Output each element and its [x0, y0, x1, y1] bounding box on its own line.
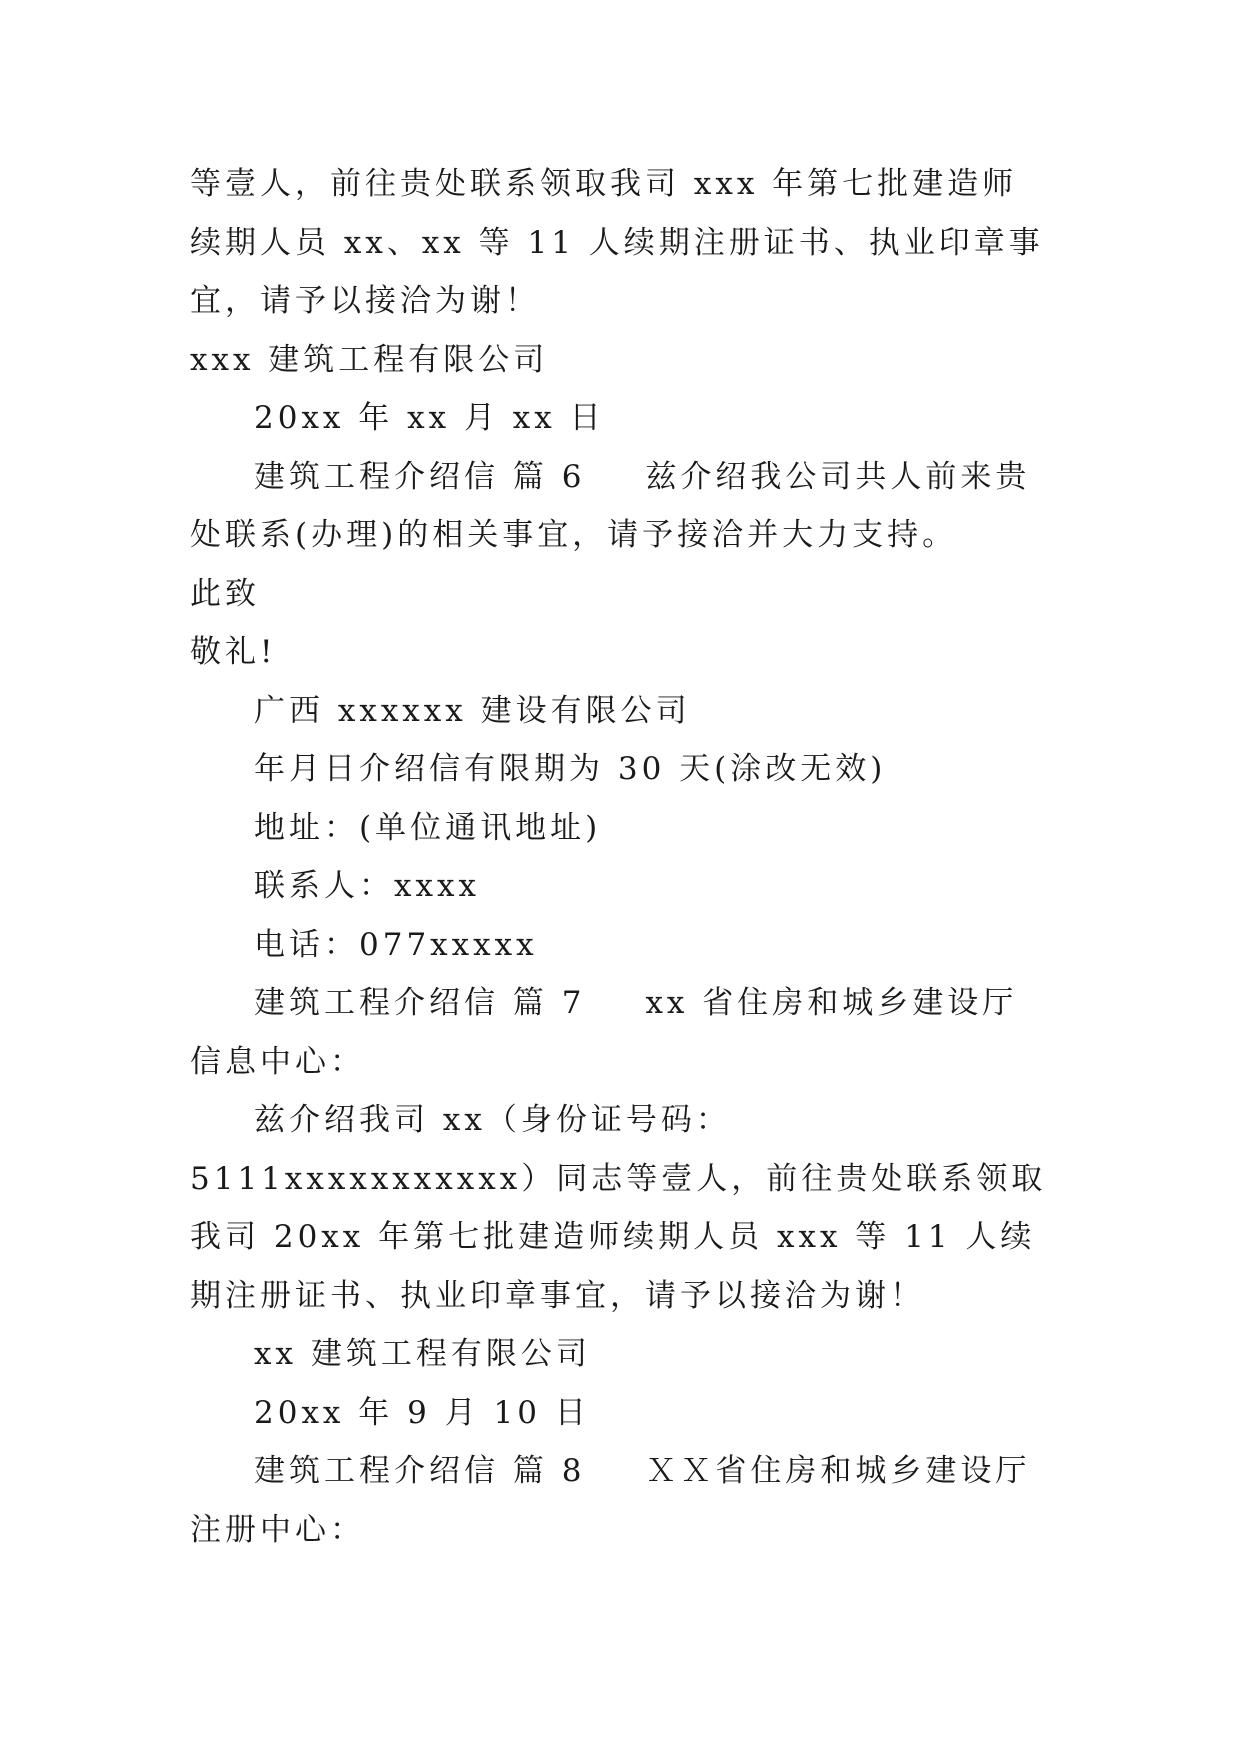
- paragraph-salutation-cizhi: 此致: [190, 575, 260, 612]
- section-heading-6: 建筑工程介绍信 篇 6: [254, 458, 586, 495]
- paragraph-letter-6-phone: 电话：077xxxxx: [254, 926, 538, 963]
- paragraph-letter-6-contact: 联系人：xxxx: [254, 868, 480, 904]
- paragraph-letter-7-date: 20xx 年 9 月 10 日: [254, 1394, 590, 1431]
- section-body-8: ＸＸ省住房和城乡建设厅注册中心：: [190, 1453, 1031, 1548]
- document-body: [190, 155, 1050, 1559]
- paragraph-letter-7: [190, 974, 1050, 1091]
- section-body-6: 兹介绍我公司共人前来贵处联系(办理)的相关事宜，请予接洽并大力支持。: [190, 458, 1031, 553]
- paragraph-letter-5-body: 等壹人，前往贵处联系领取我司 xxx 年第七批建造师续期人员 xx、xx 等 11 人续期注册证书、执业印章事宜，请予以接洽为谢！: [190, 166, 1044, 319]
- paragraph-letter-6: [190, 448, 1050, 565]
- paragraph-letter-7-company: xx 建筑工程有限公司: [254, 1336, 591, 1372]
- section-heading-7: 建筑工程介绍信 篇 7: [254, 985, 586, 1021]
- section-heading-8: 建筑工程介绍信 篇 8: [254, 1453, 586, 1489]
- paragraph-letter-6-company: 广西 xxxxxx 建设有限公司: [254, 692, 691, 729]
- paragraph-letter-5-date: 20xx 年 xx 月 xx 日: [254, 400, 605, 436]
- paragraph-letter-6-validity: 年月日介绍信有限期为 30 天(涂改无效): [254, 751, 887, 787]
- paragraph-salutation-jingli: 敬礼!: [190, 634, 277, 670]
- paragraph-letter-5-company: xxx 建筑工程有限公司: [190, 341, 549, 378]
- section-body-7: xx 省住房和城乡建设厅信息中心：: [190, 985, 1018, 1080]
- paragraph-letter-7-body: 兹介绍我司 xx（身份证号码：5111xxxxxxxxxxx）同志等壹人，前往贵处联系领取我司 20xx 年第七批建造师续期人员 xxx 等 11 人续期注册证书、执业印章事宜，请予以接洽为谢！: [190, 1102, 1047, 1314]
- paragraph-letter-6-address: 地址：(单位通讯地址): [254, 809, 602, 846]
- paragraph-letter-8: [190, 1442, 1050, 1559]
